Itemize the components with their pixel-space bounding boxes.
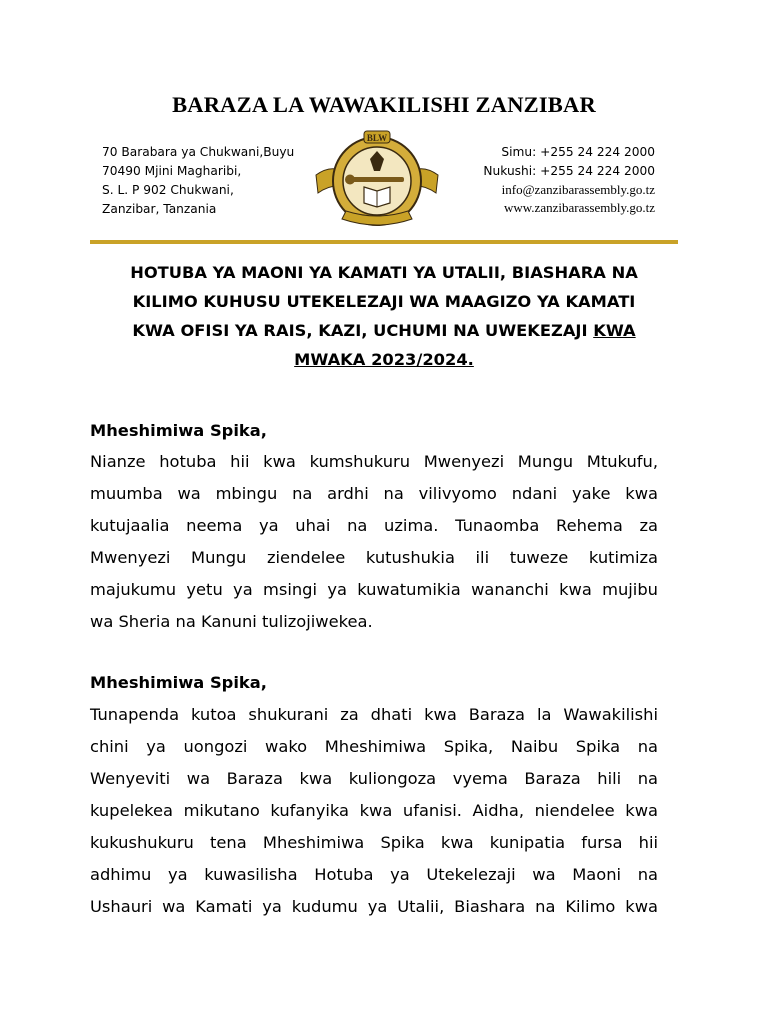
letterhead-divider [90,240,678,244]
paragraph-line: Tunapenda kutoa shukurani za dhati kwa Baraza la Wawakilishi [90,705,658,724]
paragraph-line: Ushauri wa Kamati ya kudumu ya Utalii, Biashara na Kilimo kwa [90,897,658,916]
paragraph-line: adhimu ya kuwasilisha Hotuba ya Utekelezaji wa Maoni na [90,865,658,884]
paragraph-line: kutujaalia neema ya uhai na uzima. Tunaomba Rehema za [90,516,658,535]
heading-line: HOTUBA YA MAONI YA KAMATI YA UTALII, BIASHARA NA [130,263,638,282]
seal-text: BLW [366,133,388,143]
letterhead-address [102,143,294,219]
heading-underlined-text: KWA [593,321,636,340]
heading-line [90,316,678,345]
paragraph-line: Mwenyezi Mungu ziendelee kutushukia ili tuweze kutimiza [90,548,658,567]
address-line: Zanzibar, Tanzania [102,202,217,216]
assembly-seal-logo [312,127,442,233]
paragraph-line: kupelekea mikutano kufanyika kwa ufanisi. Aidha, niendelee kwa [90,801,658,820]
letterhead-contact [483,143,655,217]
paragraph-line: kukushukuru tena Mheshimiwa Spika kwa kunipatia fursa hii [90,833,658,852]
address-line: 70490 Mjini Magharibi, [102,164,242,178]
salutation: Mheshimiwa Spika, [90,421,267,440]
address-line: 70 Barabara ya Chukwani,Buyu [102,145,295,159]
heading-line: KILIMO KUHUSU UTEKELEZAJI WA MAAGIZO YA KAMATI [132,292,636,311]
paragraph-line: majukumu yetu ya msingi ya kuwatumikia wananchi kwa mujibu [90,580,658,599]
document-heading [90,258,678,374]
website-link[interactable]: www.zanzibarassembly.go.tz [503,200,655,215]
heading-line-text: KWA OFISI YA RAIS, KAZI, UCHUMI NA UWEKEZAJI [132,321,594,340]
salutation: Mheshimiwa Spika, [90,673,267,692]
paragraph-line: muumba wa mbingu na ardhi na vilivyomo ndani yake kwa [90,484,658,503]
paragraph-line: Nianze hotuba hii kwa kumshukuru Mwenyezi Mungu Mtukufu, [90,452,658,471]
paragraph [90,699,658,923]
paragraph [90,446,658,638]
fax-text: Nukushi: +255 24 224 2000 [483,164,655,178]
paragraph-line: wa Sheria na Kanuni tulizojiwekea. [90,612,373,631]
letterhead-title: BARAZA LA WAWAKILISHI ZANZIBAR [172,92,596,117]
email-link[interactable]: info@zanzibarassembly.go.tz [501,182,655,197]
paragraph-line: chini ya uongozi wako Mheshimiwa Spika, Naibu Spika na [90,737,658,756]
heading-line-underlined: MWAKA 2023/2024. [294,350,474,369]
phone-text: Simu: +255 24 224 2000 [501,145,655,159]
paragraph-line: Wenyeviti wa Baraza kwa kuliongoza vyema Baraza hili na [90,769,658,788]
address-line: S. L. P 902 Chukwani, [102,183,234,197]
